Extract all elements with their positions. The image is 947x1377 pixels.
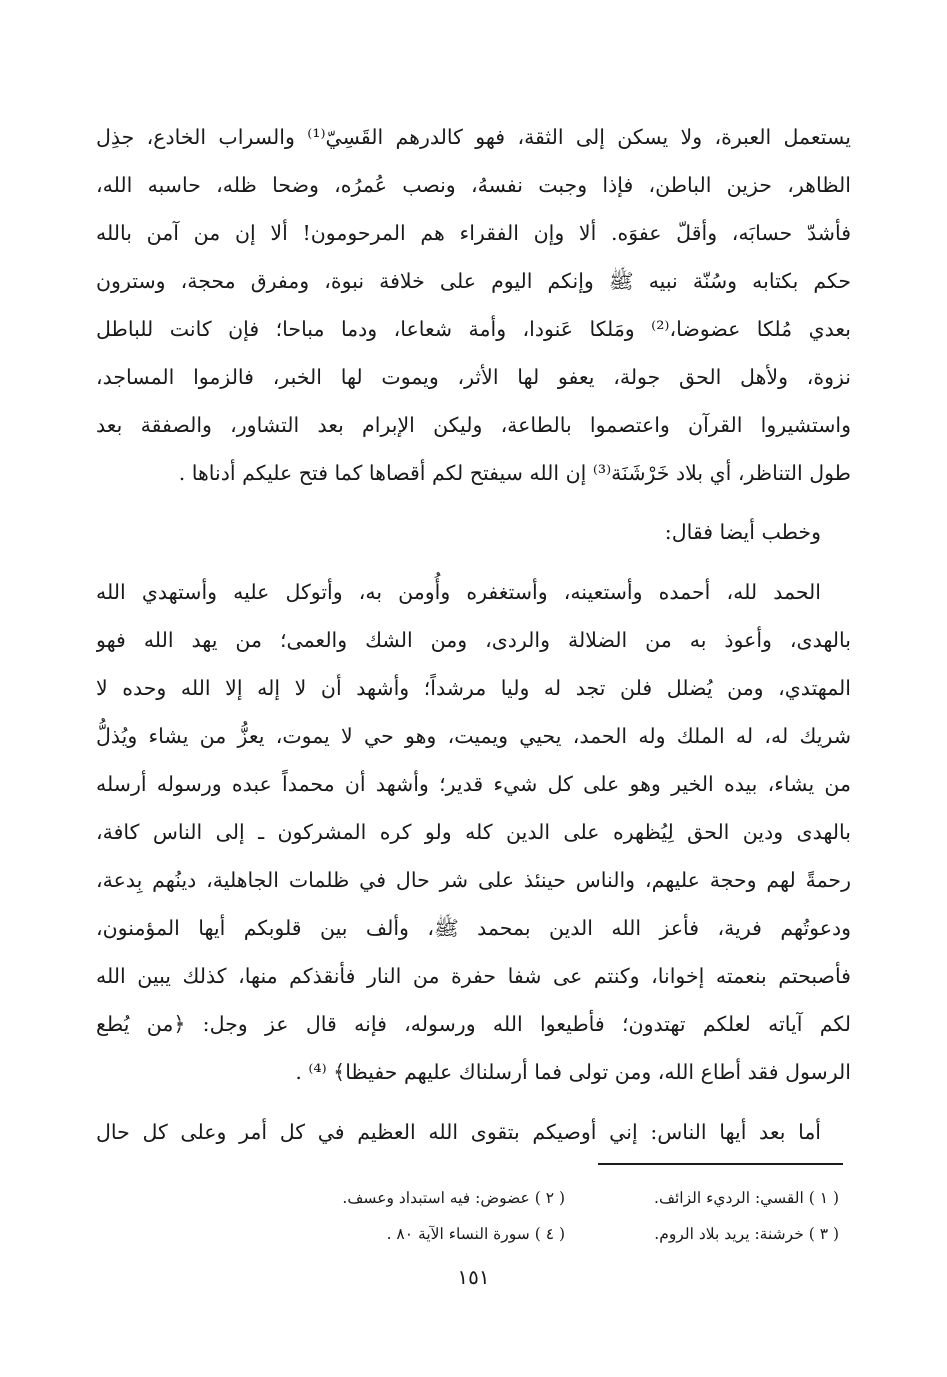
text-line: يستعمل العبرة، ولا يسكن إلى الثقة، فهو كالدرهم القَسِيّ⁽¹⁾ والسراب الخادع، جذِل [96,125,851,149]
text-line: حكم بكتابه وسُنّة نبيه ﷺ وإنكم اليوم على خلافة نبوة، ومفرق محجة، وسترون [96,269,851,293]
paragraph-second-sermon [96,568,851,1096]
text-line: طول التناظر، أي بلاد خَرْشَنَة⁽³⁾ إن الله سيفتح لكم أقصاها كما فتح عليكم أدناها . [178,461,851,485]
text-line: فأصبحتم بنعمته إخوانا، وكنتم عى شفا حفرة من النار فأنقذكم منها، كذلك يبين الله [96,964,851,988]
text-line: الرسول فقد أطاع الله، ومن تولى فما أرسلناك عليهم حفيظا﴾ ⁽⁴⁾ . [295,1060,851,1084]
footnote-3: ( ٣ ) خرشنة: يريد بلاد الروم. [654,1225,839,1243]
text-line: فأشدّ حسابَه، وأقلّ عفوَه. ألا وإن الفقراء هم المرحومون! ألا إن من آمن بالله [96,221,851,245]
text-line: الظاهر، حزين الباطن، فإذا وجبت نفسهُ، ونصب عُمرُه، وضحا ظله، حاسبه الله، [96,173,851,197]
text-line: بالهدى ودين الحق لِيُظهره على الدين كله ولو كره المشركون ـ إلى الناس كافة، [96,820,851,844]
text-line: لكم آياته لعلكم تهتدون؛ فأطيعوا الله ورسوله، فإنه قال عز وجل: ﴿من يُطع [96,1012,851,1036]
paragraph-heading-line [96,508,851,556]
text-line: المهتدي، ومن يُضلل فلن تجد له وليا مرشداً؛ وأشهد أن لا إله إلا الله وحده لا [96,676,851,700]
page-number: ١٥١ [457,1265,490,1289]
text-line: ودعوتُهم فرية، فأعز الله الدين بمحمد ﷺ، وألف بين قلوبكم أيها المؤمنون، [96,916,851,940]
text-line: وخطب أيضا فقال: [664,520,821,544]
text-line: رحمةً لهم وحجة عليهم، والناس حينئذ على شر حال في ظلمات الجاهلية، دينُهم بِدعة، [96,868,851,892]
text-line: الحمد لله، أحمده وأستعينه، وأستغفره وأُومن به، وأتوكل عليه وأستهدي الله [96,580,821,604]
footnote-1: ( ١ ) القسي: الرديء الزائف. [654,1189,839,1207]
footnote-divider [598,1163,843,1165]
footnote-2: ( ٢ ) عضوض: فيه استبداد وعسف. [342,1189,565,1207]
text-line: بالهدى، وأعوذ به من الضلالة والردى، ومن الشك والعمى؛ من يهد الله فهو [96,628,851,652]
paragraph-final [96,1108,851,1156]
text-line: من يشاء، بيده الخير وهو على كل شيء قدير؛ وأشهد أن محمداً عبده ورسوله أرسله [96,772,851,796]
text-line: نزوة، ولأهل الحق جولة، يعفو لها الأثر، ويموت لها الخبر، فالزموا المساجد، [96,365,851,389]
paragraph-sermon-continuation [96,113,851,497]
text-line: شريك له، له الملك وله الحمد، يحيي ويميت، وهو حي لا يموت، يعزُّ من يشاء ويُذلُّ [96,724,851,748]
text-line: واستشيروا القرآن واعتصموا بالطاعة، وليكن الإبرام بعد التشاور، والصفقة بعد [96,413,851,437]
text-line: بعدي مُلكا عضوضا،⁽²⁾ ومَلكا عَنودا، وأمة شعاعا، ودما مباحا؛ فإن كانت للباطل [96,317,851,341]
footnote-4: ( ٤ ) سورة النساء الآية ٨٠ . [386,1225,565,1243]
text-line: أما بعد أيها الناس: إني أوصيكم بتقوى الله العظيم في كل أمر وعلى كل حال [96,1120,821,1144]
